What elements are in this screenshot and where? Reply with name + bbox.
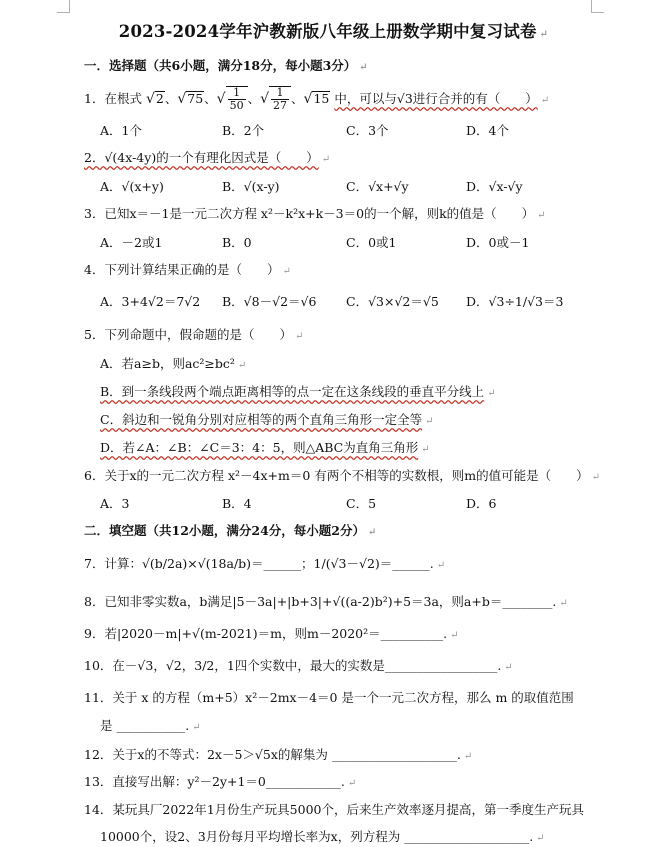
question-12: 12．关于x的不等式：2x－5＞√5x的解集为 ____________________. ↵ xyxy=(84,747,473,762)
question-4: 4．下列计算结果正确的是（ ） ↵ xyxy=(84,262,291,277)
option-2a[interactable]: A．√(x+y) xyxy=(100,179,164,194)
question-6: 6．关于x的一元二次方程 x²－4x+m＝0 有两个不相等的实数根，则m的值可能是（ ） ↵ xyxy=(84,468,601,483)
option-6d[interactable]: D．6 xyxy=(466,496,497,511)
question-14: 14．某玩具厂2022年1月份生产玩具5000个，后来生产效率逐月提高，第一季度生产玩具 xyxy=(84,802,584,817)
option-3a[interactable]: A．－2或1 xyxy=(100,235,163,250)
option-4c[interactable]: C．√3×√2＝√5 xyxy=(346,294,439,309)
option-1b[interactable]: B．2个 xyxy=(222,123,265,138)
option-5d[interactable]: D．若∠A：∠B：∠C＝3：4：5，则△ABC为直角三角形 ↵ xyxy=(100,440,430,455)
option-4a[interactable]: A．3+4√2＝7√2 xyxy=(100,294,201,309)
question-2: 2．√(4x-4y)的一个有理化因式是（ ） ↵ xyxy=(84,150,331,165)
option-4b[interactable]: B．√8－√2＝√6 xyxy=(222,294,317,309)
question-11: 11．关于 x 的方程（m+5）x²－2mx－4＝0 是一个一元二次方程，那么 m 的取值范围 xyxy=(84,690,574,705)
option-1a[interactable]: A．1个 xyxy=(100,123,142,138)
option-6a[interactable]: A．3 xyxy=(100,496,130,511)
option-2d[interactable]: D．√x-√y xyxy=(466,179,523,194)
option-4d[interactable]: D．√3÷1/√3＝3 xyxy=(466,294,564,309)
question-11-line2: 是 ___________. ↵ xyxy=(100,718,201,733)
question-1: 1．在根式 √2、√75、√ $\frac{1}{50}$ 、√ $\frac{1}{27}$ 、√15 中，可以与√3进行合并的有（ ） ↵ xyxy=(84,86,550,112)
question-13: 13．直接写出解：y²－2y+1＝0____________. ↵ xyxy=(84,774,357,789)
option-2b[interactable]: B．√(x-y) xyxy=(222,179,280,194)
option-5c[interactable]: C．斜边和一锐角分别对应相等的两个直角三角形一定全等 ↵ xyxy=(100,412,434,427)
option-5a[interactable]: A．若a≥b，则ac²≥bc² ↵ xyxy=(100,356,247,371)
radical-list: √2、√75、√ $\frac{1}{50}$ 、√ $\frac{1}{27}$ 、√15 xyxy=(145,86,330,112)
option-2c[interactable]: C．√x+√y xyxy=(346,179,409,194)
question-5: 5．下列命题中，假命题的是（ ） ↵ xyxy=(84,327,304,342)
option-1c[interactable]: C．3个 xyxy=(346,123,389,138)
page-corner-mark xyxy=(57,0,70,13)
option-6c[interactable]: C．5 xyxy=(346,496,377,511)
page-corner-mark xyxy=(591,0,604,13)
question-7: 7．计算：√(b/2a)×√(18a/b)＝______；1/(√3－√2)＝______. ↵ xyxy=(84,556,446,571)
section-heading-choice: 一．选择题（共6小题，满分18分，每小题3分） ↵ xyxy=(84,58,368,73)
option-3b[interactable]: B．0 xyxy=(222,235,252,250)
option-6b[interactable]: B．4 xyxy=(222,496,252,511)
question-14-line2: 10000个，设2、3月份每月平均增长率为x，列方程为 ____________________. ↵ xyxy=(100,829,545,844)
option-3c[interactable]: C．0或1 xyxy=(346,235,397,250)
question-3: 3．已知x＝－1是一元二次方程 x²－k²x+k－3＝0的一个解，则k的值是（ ） ↵ xyxy=(84,206,546,221)
section-heading-fill: 二．填空题（共12小题，满分24分，每小题2分） ↵ xyxy=(84,523,377,538)
option-3d[interactable]: D．0或－1 xyxy=(466,235,530,250)
option-5b[interactable]: B．到一条线段两个端点距离相等的点一定在这条线段的垂直平分线上 ↵ xyxy=(100,384,496,399)
question-9: 9．若|2020－m|+√(m-2021)＝m，则m－2020²＝__________. ↵ xyxy=(84,626,459,641)
question-8: 8．已知非零实数a，b满足|5－3a|+|b+3|+√((a-2)b²)+5＝3a，则a+b＝________. ↵ xyxy=(84,594,568,609)
page-title: 2023-2024学年沪教新版八年级上册数学期中复习试卷 ↵ xyxy=(118,22,549,41)
option-1d[interactable]: D．4个 xyxy=(466,123,509,138)
question-10: 10．在－√3，√2，3/2，1四个实数中，最大的实数是__________________. ↵ xyxy=(84,658,513,673)
